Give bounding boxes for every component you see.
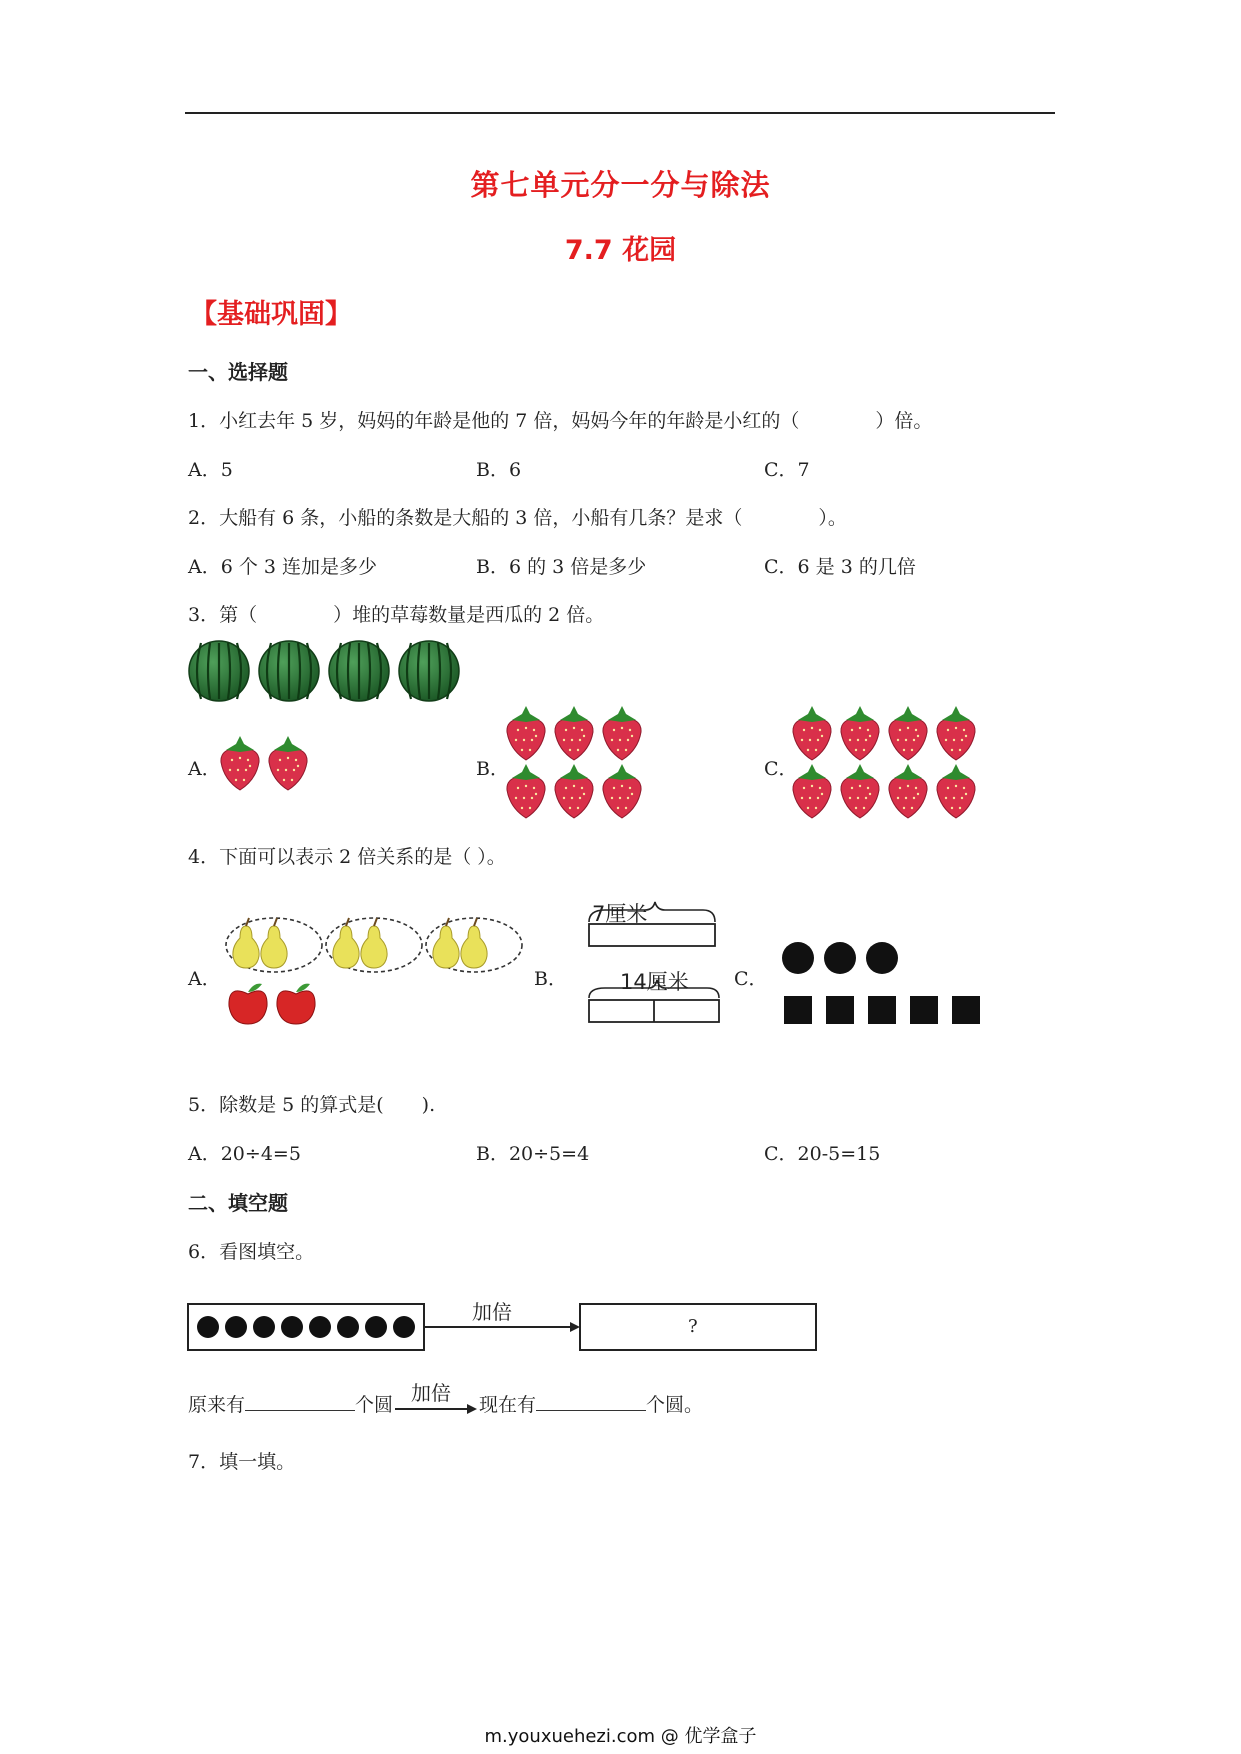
fill-mid: 个圆 bbox=[355, 1394, 394, 1416]
pears-apples-figure bbox=[222, 912, 532, 1032]
circle-shape bbox=[866, 942, 898, 974]
dot-shape bbox=[309, 1316, 331, 1338]
segment-label-top: 7厘米 bbox=[592, 902, 648, 926]
strawberry-icon bbox=[603, 764, 641, 818]
square-shape bbox=[910, 996, 938, 1024]
segment-label-bottom: 14厘米 bbox=[620, 970, 689, 994]
strawberries-a bbox=[218, 734, 318, 794]
inline-arrow-label: 加倍 bbox=[411, 1381, 452, 1405]
fill-sentence bbox=[188, 1381, 704, 1417]
arrow-label: 加倍 bbox=[472, 1300, 512, 1324]
original-count-blank[interactable] bbox=[245, 1392, 355, 1411]
strawberry-icon bbox=[793, 764, 831, 818]
apple-icon bbox=[277, 984, 315, 1024]
strawberry-icon bbox=[889, 706, 927, 760]
strawberry-icon bbox=[937, 764, 975, 818]
dot-shape bbox=[393, 1316, 415, 1338]
strawberry-icon bbox=[221, 736, 259, 790]
square-shape bbox=[784, 996, 812, 1024]
question-3: 3．第（ ）堆的草莓数量是西瓜的 2 倍。 bbox=[188, 604, 605, 626]
strawberry-icon bbox=[507, 706, 545, 760]
strawberry-icon bbox=[555, 764, 593, 818]
unit-title: 第七单元分一分与除法 bbox=[470, 168, 771, 202]
strawberry-icon bbox=[793, 706, 831, 760]
pear-icon bbox=[361, 918, 387, 968]
fill-now: 现在有 bbox=[479, 1394, 537, 1416]
q3-option-a[interactable]: A． bbox=[188, 758, 221, 780]
q2-option-c[interactable]: C．6 是 3 的几倍 bbox=[764, 556, 916, 578]
question-1: 1．小红去年 5 岁，妈妈的年龄是他的 7 倍，妈妈今年的年龄是小红的（ ）倍。 bbox=[188, 410, 933, 432]
strawberry-icon bbox=[841, 764, 879, 818]
watermelon-group bbox=[188, 638, 468, 704]
q2-option-a[interactable]: A．6 个 3 连加是多少 bbox=[188, 556, 378, 578]
strawberries-b bbox=[504, 704, 654, 824]
question-6: 6．看图填空。 bbox=[188, 1241, 315, 1263]
question-2: 2．大船有 6 条，小船的条数是大船的 3 倍，小船有几条？是求（ ）。 bbox=[188, 507, 847, 529]
heading-fill: 二、填空题 bbox=[188, 1191, 288, 1215]
pear-icon bbox=[233, 918, 259, 968]
q4-option-b[interactable]: B． bbox=[534, 968, 567, 990]
question-5: 5．除数是 5 的算式是( ). bbox=[188, 1094, 436, 1116]
fill-end: 个圆。 bbox=[646, 1394, 704, 1416]
strawberry-icon bbox=[269, 736, 307, 790]
q4-option-c[interactable]: C． bbox=[734, 968, 768, 990]
dot-shape bbox=[281, 1316, 303, 1338]
q5-option-a[interactable]: A．20÷4=5 bbox=[188, 1143, 301, 1165]
section-label: 【基础巩固】 bbox=[190, 299, 352, 330]
inline-arrow bbox=[393, 1381, 479, 1411]
question-mark: ? bbox=[688, 1316, 698, 1337]
apple-icon bbox=[229, 984, 267, 1024]
circle-shape bbox=[782, 942, 814, 974]
strawberry-icon bbox=[555, 706, 593, 760]
watermelon-icon bbox=[189, 641, 249, 701]
pear-icon bbox=[461, 918, 487, 968]
q5-option-b[interactable]: B．20÷5=4 bbox=[476, 1143, 590, 1165]
q3-option-c[interactable]: C． bbox=[764, 758, 798, 780]
question-4: 4．下面可以表示 2 倍关系的是（ ）。 bbox=[188, 846, 506, 868]
square-shape bbox=[868, 996, 896, 1024]
q1-option-c[interactable]: C．7 bbox=[764, 459, 810, 481]
lesson-title: 7.7 花园 bbox=[564, 235, 677, 266]
fill-prefix: 原来有 bbox=[188, 1394, 246, 1416]
square-shape bbox=[826, 996, 854, 1024]
pear-icon bbox=[433, 918, 459, 968]
inline-arrow-line bbox=[395, 1403, 477, 1415]
strawberry-icon bbox=[841, 706, 879, 760]
strawberry-icon bbox=[889, 764, 927, 818]
circles-squares-figure bbox=[780, 930, 1000, 1040]
dot-shape bbox=[197, 1316, 219, 1338]
circle-shape bbox=[824, 942, 856, 974]
question-7: 7．填一填。 bbox=[188, 1451, 296, 1473]
watermelon-icon bbox=[259, 641, 319, 701]
q5-option-c[interactable]: C．20-5=15 bbox=[764, 1143, 881, 1165]
square-shape bbox=[952, 996, 980, 1024]
q3-option-b[interactable]: B． bbox=[476, 758, 509, 780]
pear-icon bbox=[261, 918, 287, 968]
q1-option-a[interactable]: A．5 bbox=[188, 459, 233, 481]
q4-option-a[interactable]: A． bbox=[188, 968, 221, 990]
strawberry-icon bbox=[937, 706, 975, 760]
current-count-blank[interactable] bbox=[536, 1392, 646, 1411]
top-rule bbox=[185, 112, 1055, 114]
strawberry-icon bbox=[507, 764, 545, 818]
dot-shape bbox=[337, 1316, 359, 1338]
dot-shape bbox=[225, 1316, 247, 1338]
strawberries-c bbox=[790, 704, 990, 824]
footer-watermark: m.youxuehezi.com @ 优学盒子 bbox=[484, 1726, 757, 1747]
strawberry-icon bbox=[603, 706, 641, 760]
watermelon-icon bbox=[329, 641, 389, 701]
q2-option-b[interactable]: B．6 的 3 倍是多少 bbox=[476, 556, 647, 578]
heading-choice: 一、选择题 bbox=[188, 360, 288, 384]
dot-shape bbox=[253, 1316, 275, 1338]
watermelon-icon bbox=[399, 641, 459, 701]
pear-icon bbox=[333, 918, 359, 968]
dot-shape bbox=[365, 1316, 387, 1338]
q1-option-b[interactable]: B．6 bbox=[476, 459, 522, 481]
